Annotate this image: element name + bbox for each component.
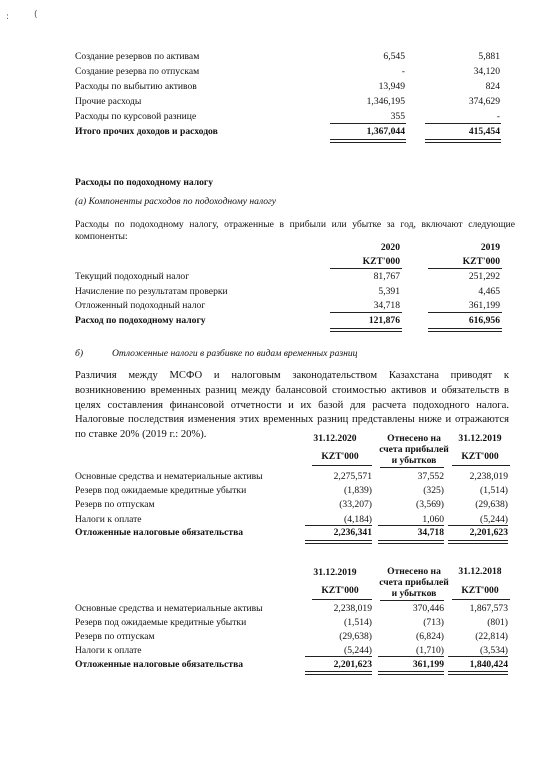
row-label: Создание резервов по активам — [75, 51, 200, 62]
value-col3: (29,638) — [475, 499, 508, 510]
value-2019: 4,465 — [478, 286, 500, 297]
header-rule — [452, 599, 510, 600]
value-2020: 1,346,195 — [366, 96, 405, 107]
total-double-rule — [425, 139, 501, 143]
header-rule — [452, 465, 510, 466]
total-col1: 2,236,341 — [333, 527, 372, 538]
col-header-pnl: счета прибылей — [379, 444, 449, 455]
row-label: Налоги к оплате — [75, 645, 142, 656]
value-2020: 81,767 — [373, 271, 400, 282]
value-2019: 251,292 — [468, 271, 500, 282]
value-col1: 2,275,571 — [333, 471, 372, 482]
row-label: Налоги к оплате — [75, 514, 142, 525]
row-label: Резерв по отпускам — [75, 499, 155, 510]
subsection-a-heading: (a) Компоненты расходов по подоходному налогу — [75, 196, 277, 207]
total-double-rule — [305, 540, 372, 544]
deferred-tax-paragraph: Различия между МСФО и налоговым законодательством Казахстана приводят к возникновению временных разниц между балансовой стоимостью активов и обязательств в целях составления финансовой отчетности и их базой для расчета подоходного налога. Налоговые последствия изменения этих временных разниц представлены ниже и отражаются по ставке 20% (2019 г.: 20%). — [75, 370, 509, 441]
row-label: Резерв под ожидаемые кредитные убытки — [75, 617, 247, 628]
value-col1: (33,207) — [339, 499, 372, 510]
col-header-date: 31.12.2019 — [313, 567, 357, 578]
value-col2: (3,569) — [416, 499, 444, 510]
section-heading: Расходы по подоходному налогу — [75, 177, 214, 188]
value-2020: 5,391 — [378, 286, 400, 297]
header-rule — [330, 268, 402, 269]
row-label: Основные средства и нематериальные активы — [75, 471, 263, 482]
header-rule — [312, 599, 372, 600]
col-header-pnl: и убытков — [391, 455, 437, 466]
total-label: Итого прочих доходов и расходов — [75, 126, 218, 137]
value-col3: (22,814) — [475, 631, 508, 642]
value-col2: 1,060 — [422, 514, 444, 525]
subtotal-rule — [448, 525, 508, 526]
total-col3: 2,201,623 — [469, 527, 508, 538]
header-rule — [380, 467, 444, 468]
header-rule — [380, 600, 444, 601]
col-header-year: 2020 — [380, 242, 400, 253]
value-col3: (5,244) — [480, 514, 508, 525]
col-header-date: 31.12.2019 — [458, 433, 502, 444]
row-label: Резерв под ожидаемые кредитные убытки — [75, 485, 247, 496]
value-col1: (29,638) — [339, 631, 372, 642]
total-double-rule — [378, 540, 444, 544]
value-col3: (801) — [487, 617, 508, 628]
total-double-rule — [428, 328, 502, 332]
value-col1: (5,244) — [344, 645, 372, 656]
col-header-year: 2019 — [480, 242, 500, 253]
value-col3: 2,238,019 — [469, 471, 508, 482]
value-2020: 13,949 — [378, 81, 405, 92]
col-header-unit: KZT'000 — [321, 451, 359, 462]
total-2019: 415,454 — [468, 126, 500, 137]
value-col1: 2,238,019 — [333, 603, 372, 614]
value-col2: (6,824) — [416, 631, 444, 642]
row-label: Текущий подоходный налог — [75, 271, 190, 282]
total-double-rule — [305, 671, 372, 675]
total-double-rule — [330, 139, 406, 143]
subtotal-rule — [330, 123, 406, 124]
value-2019: 374,629 — [468, 96, 500, 107]
row-label: Отложенный подоходный налог — [75, 300, 206, 311]
value-2019: 5,881 — [478, 51, 500, 62]
col-header-unit: KZT'000 — [362, 256, 400, 267]
col-header-date: 31.12.2018 — [458, 566, 502, 577]
col-header-pnl: Отнесено на — [387, 433, 441, 444]
value-col2: (713) — [423, 617, 444, 628]
subtotal-rule — [448, 656, 508, 657]
value-col1: (1,514) — [344, 617, 372, 628]
row-label: Начисление по результатам проверки — [75, 286, 228, 297]
total-double-rule — [330, 328, 402, 332]
col-header-unit: KZT'000 — [321, 585, 359, 596]
subtotal-rule — [378, 656, 444, 657]
value-2019: 824 — [485, 81, 500, 92]
subtotal-rule — [305, 525, 372, 526]
value-col3: (1,514) — [480, 485, 508, 496]
total-2020: 1,367,044 — [366, 126, 405, 137]
value-2020: 34,718 — [373, 300, 400, 311]
subsection-b-number: б) — [75, 348, 84, 359]
col-header-pnl: и убытков — [391, 588, 437, 599]
col-header-unit: KZT'000 — [462, 256, 500, 267]
row-label: Расходы по выбытию активов — [75, 81, 197, 92]
value-col3: (3,534) — [480, 645, 508, 656]
total-2020: 121,876 — [368, 315, 400, 326]
value-2020: - — [401, 66, 405, 77]
value-2020: 355 — [390, 111, 405, 122]
total-double-rule — [378, 671, 444, 675]
total-col2: 361,199 — [412, 659, 444, 670]
row-label: Прочие расходы — [75, 96, 142, 107]
subtotal-rule — [305, 656, 372, 657]
value-col2: (325) — [423, 485, 444, 496]
value-2019: 361,199 — [468, 300, 500, 311]
subtotal-rule — [425, 123, 501, 124]
value-col3: 1,867,573 — [469, 603, 508, 614]
intro-paragraph: Расходы по подоходному налогу, отраженные в прибыли или убытке за год, включают следующие компоненты: — [75, 219, 515, 242]
header-rule — [428, 268, 502, 269]
total-col1: 2,201,623 — [333, 659, 372, 670]
header-rule — [312, 465, 372, 466]
total-double-rule — [448, 540, 508, 544]
subtotal-rule — [330, 312, 402, 313]
subtotal-rule — [378, 525, 444, 526]
total-label: Расход по подоходному налогу — [75, 315, 206, 326]
col-header-pnl: Отнесено на — [387, 566, 441, 577]
col-header-pnl: счета прибылей — [379, 577, 449, 588]
total-2019: 616,956 — [468, 315, 500, 326]
subtotal-rule — [428, 312, 502, 313]
col-header-unit: KZT'000 — [461, 451, 499, 462]
value-2019: 34,120 — [473, 66, 500, 77]
row-label: Создание резерва по отпускам — [75, 66, 200, 77]
value-2019: - — [496, 111, 500, 122]
value-col2: 37,552 — [417, 471, 444, 482]
row-label: Расходы по курсовой разнице — [75, 111, 197, 122]
value-2020: 6,545 — [383, 51, 405, 62]
total-label: Отложенные налоговые обязательства — [75, 527, 244, 538]
total-col3: 1,840,424 — [469, 659, 508, 670]
value-col2: 370,446 — [412, 603, 444, 614]
value-col2: (1,710) — [416, 645, 444, 656]
total-double-rule — [448, 671, 508, 675]
col-header-unit: KZT'000 — [461, 585, 499, 596]
value-col1: (4,184) — [344, 514, 372, 525]
subsection-b-heading: Отложенные налоги в разбивке по видам временных разниц — [112, 348, 358, 359]
total-col2: 34,718 — [417, 527, 444, 538]
row-label: Резерв по отпускам — [75, 631, 155, 642]
scan-mark: : — [6, 12, 10, 22]
total-label: Отложенные налоговые обязательства — [75, 659, 244, 670]
col-header-date: 31.12.2020 — [313, 433, 357, 444]
value-col1: (1,839) — [344, 485, 372, 496]
scan-mark: ( — [34, 10, 38, 20]
row-label: Основные средства и нематериальные активы — [75, 603, 263, 614]
